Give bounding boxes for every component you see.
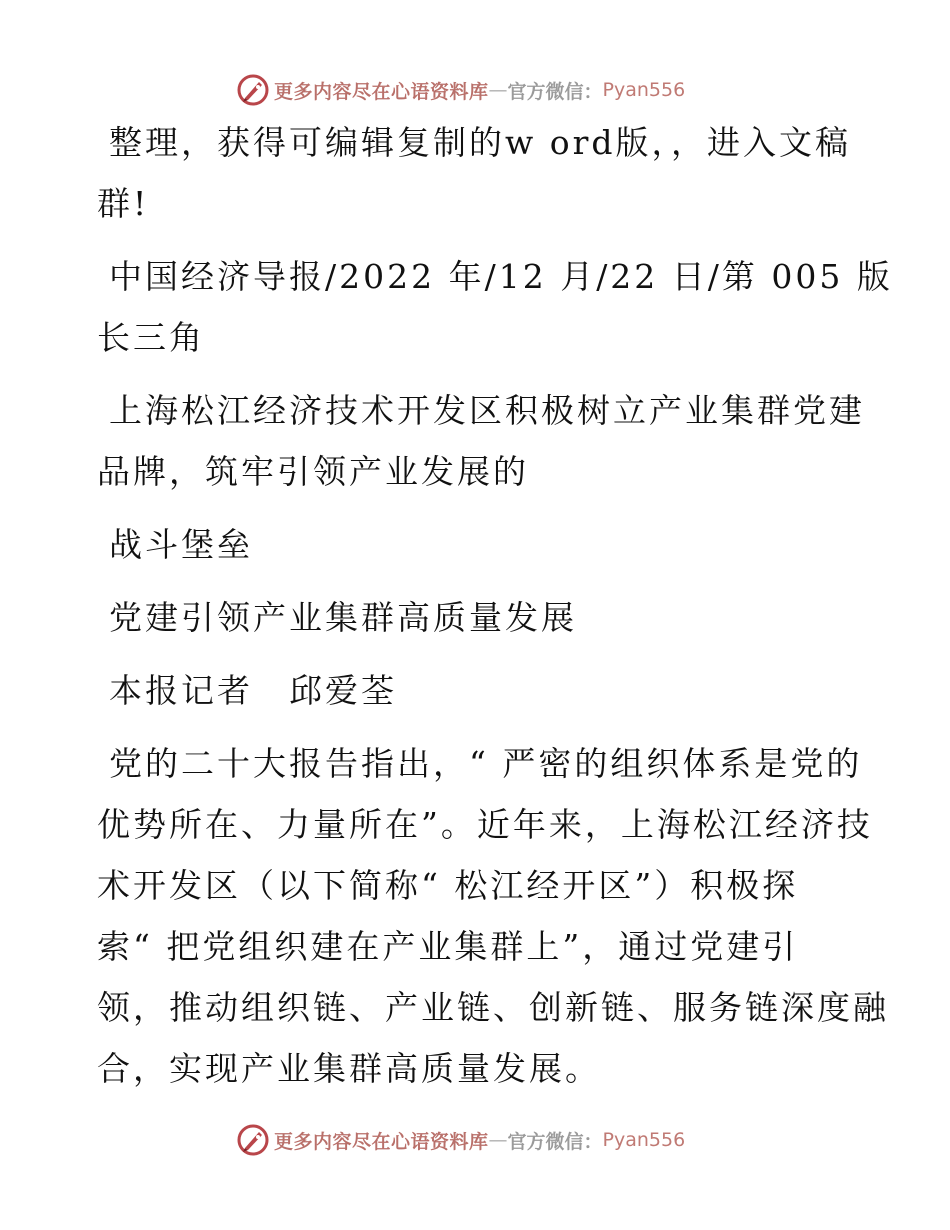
- paragraph-byline: [97, 660, 857, 721]
- banner-brand-text: 更多内容尽在心语资料库: [274, 1130, 489, 1153]
- header-watermark-banner: [236, 72, 685, 108]
- paragraph-headline-cont: [97, 514, 857, 575]
- pen-logo-icon: [236, 1123, 270, 1157]
- text-line: 群!: [97, 184, 150, 223]
- text-line: 中国经济导报/2022 年/12 月/22 日/第 005 版: [109, 257, 893, 296]
- banner-wechat-id: Pyan556: [602, 1129, 686, 1151]
- text-line: 品牌，筑牢引领产业发展的: [97, 452, 529, 491]
- banner-wechat-label: 官方微信：: [507, 1130, 603, 1153]
- paragraph-headline: [97, 380, 865, 502]
- text-line: 本报记者 邱爱荃: [109, 671, 397, 710]
- text-line: 优势所在、力量所在”。近年来，上海松江经济技: [97, 805, 873, 844]
- paragraph-source: [97, 246, 893, 368]
- footer-watermark-banner: [236, 1122, 685, 1158]
- paragraph-subtitle: [97, 587, 857, 648]
- text-line: 党的二十大报告指出，“ 严密的组织体系是党的: [109, 744, 863, 783]
- paragraph-intro: [97, 112, 857, 234]
- text-line: 整理，获得可编辑复制的w ord版，，进入文稿: [109, 123, 852, 162]
- text-line: 上海松江经济技术开发区积极树立产业集群党建: [109, 391, 865, 430]
- banner-separator: —: [488, 1129, 508, 1151]
- text-line: 党建引领产业集群高质量发展: [109, 598, 577, 637]
- text-line: 术开发区（以下简称“ 松江经开区”）积极探: [97, 866, 799, 905]
- text-line: 合，实现产业集群高质量发展。: [97, 1049, 601, 1088]
- paragraph-body: [97, 733, 889, 1099]
- text-line: 长三角: [97, 318, 205, 357]
- text-line: 战斗堡垒: [109, 525, 253, 564]
- banner-separator: —: [488, 79, 508, 101]
- banner-wechat-id: Pyan556: [602, 79, 686, 101]
- banner-brand-text: 更多内容尽在心语资料库: [274, 80, 489, 103]
- text-line: 领，推动组织链、产业链、创新链、服务链深度融: [97, 988, 889, 1027]
- banner-wechat-label: 官方微信：: [507, 80, 603, 103]
- document-body: [97, 112, 893, 1099]
- text-line: 索“ 把党组织建在产业集群上”，通过党建引: [97, 927, 799, 966]
- pen-logo-icon: [236, 73, 270, 107]
